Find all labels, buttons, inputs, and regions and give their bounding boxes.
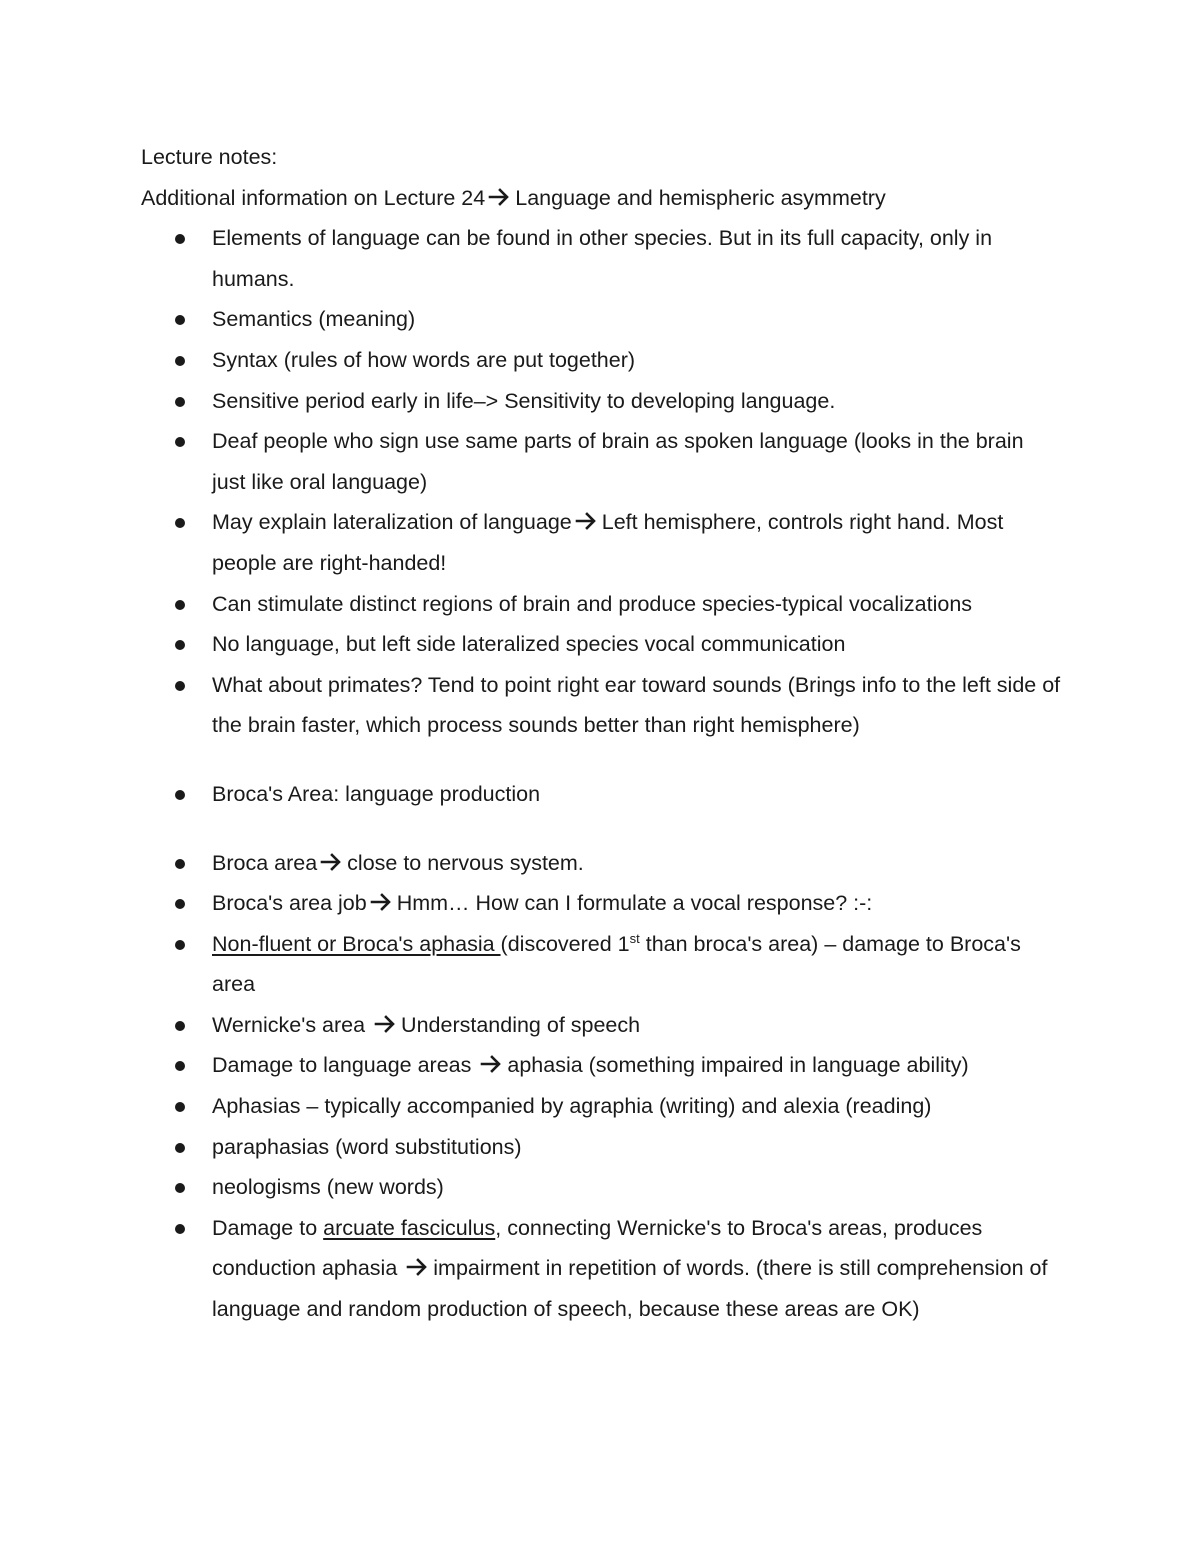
list-item	[141, 1045, 1062, 1086]
list-item-text: Semantics (meaning)	[212, 307, 416, 332]
page-title: Lecture notes:	[141, 145, 278, 169]
list-item-text: , connecting Wernicke's to Broca's areas, produces conduction aphasia	[212, 1215, 983, 1281]
right-arrow-icon	[369, 890, 393, 914]
list-item	[141, 502, 1062, 583]
list-item	[141, 299, 1062, 340]
list-item-text: Damage to	[212, 1215, 324, 1240]
list-item	[141, 1167, 1062, 1208]
list-item	[141, 1208, 1062, 1330]
bullet-icon	[175, 1224, 185, 1234]
subtitle-lead: Additional information on Lecture 24	[141, 185, 486, 210]
list-item-text: paraphasias (word substitutions)	[212, 1134, 522, 1159]
bullet-icon	[175, 1061, 185, 1071]
right-arrow-icon	[373, 1012, 397, 1036]
list-item-text: Wernicke's area	[212, 1012, 372, 1037]
list-item	[141, 584, 1062, 625]
list-item	[141, 665, 1062, 746]
list-item-text: What about primates? Tend to point right ear toward sounds (Brings info to the left side of the brain faster, which process sounds better than right hemisphere)	[212, 672, 1061, 738]
list-item	[141, 421, 1062, 502]
bullet-icon	[175, 899, 185, 909]
bullet-icon	[175, 356, 185, 366]
list-item	[141, 1086, 1062, 1127]
underlined-text: arcuate fasciculus	[323, 1215, 496, 1240]
list-item-text: Aphasias – typically accompanied by agraphia (writing) and alexia (reading)	[212, 1094, 932, 1119]
list-item-text: (discovered 1	[500, 931, 630, 956]
list-item-text: Damage to language areas	[212, 1053, 478, 1078]
lecture-subtitle	[141, 178, 1071, 219]
list-item	[141, 843, 1062, 884]
bullet-icon	[175, 1183, 185, 1193]
list-item-text: close to nervous system.	[347, 850, 584, 875]
bullet-icon	[175, 640, 185, 650]
list-item-text: neologisms (new words)	[212, 1175, 444, 1200]
right-arrow-icon	[319, 850, 343, 874]
list-item-text: No language, but left side lateralized species vocal communication	[212, 632, 846, 657]
list-item-text: Can stimulate distinct regions of brain and produce species-typical vocalizations	[212, 591, 973, 616]
bullet-icon	[175, 1143, 185, 1153]
list-item-text: impairment in repetition of words. (there is still comprehension of language and random production of speech, because these areas are OK)	[212, 1256, 1048, 1322]
bullet-icon	[175, 859, 185, 869]
list-item	[141, 381, 1062, 422]
subtitle-topic: Language and hemispheric asymmetry	[515, 185, 886, 210]
list-item-text: Syntax (rules of how words are put together)	[212, 347, 636, 372]
right-arrow-icon	[405, 1255, 429, 1279]
list-item-text: Hmm… How can I formulate a vocal response? :-:	[396, 891, 873, 916]
bullet-icon	[175, 397, 185, 407]
list-item-text: Deaf people who sign use same parts of brain as spoken language (looks in the brain just like oral language)	[212, 429, 1024, 494]
list-item	[141, 624, 1062, 665]
right-arrow-icon	[487, 185, 511, 209]
bullet-icon	[175, 1021, 185, 1031]
list-item	[141, 218, 1062, 299]
list-item	[141, 924, 1062, 1005]
right-arrow-icon	[574, 509, 598, 533]
list-item-text: May explain lateralization of language	[212, 510, 572, 535]
notes-bullet-list	[141, 218, 1071, 1329]
list-item-text: aphasia (something impaired in language ability)	[507, 1053, 969, 1078]
bullet-icon	[175, 790, 185, 800]
right-arrow-icon	[479, 1052, 503, 1076]
list-item-text: Elements of language can be found in other species. But in its full capacity, only in humans.	[212, 226, 993, 291]
bullet-icon	[175, 315, 185, 325]
list-item-text: than broca's area) – damage to Broca's area	[212, 931, 1021, 997]
bullet-icon	[175, 940, 185, 950]
list-item-text: Broca's area job	[212, 891, 367, 916]
list-item	[141, 774, 1062, 815]
superscript-text: st	[629, 930, 640, 946]
lecture-notes-content	[141, 137, 1071, 1330]
list-item	[141, 883, 1062, 924]
bullet-icon	[175, 518, 185, 528]
list-item-text: Broca area	[212, 850, 318, 875]
list-item-text: Understanding of speech	[401, 1012, 641, 1037]
bullet-icon	[175, 437, 185, 447]
bullet-icon	[175, 600, 185, 610]
list-item	[141, 1127, 1062, 1168]
bullet-icon	[175, 681, 185, 691]
list-item	[141, 1005, 1062, 1046]
list-item-text: Left hemisphere, controls right hand. Most people are right-handed!	[212, 510, 1004, 575]
list-item-text: Broca's Area: language production	[212, 781, 541, 806]
underlined-text: Non-fluent or Broca's aphasia	[212, 931, 501, 956]
bullet-icon	[175, 234, 185, 244]
bullet-icon	[175, 1102, 185, 1112]
list-item-text: Sensitive period early in life–> Sensitivity to developing language.	[212, 388, 836, 413]
list-item	[141, 340, 1062, 381]
